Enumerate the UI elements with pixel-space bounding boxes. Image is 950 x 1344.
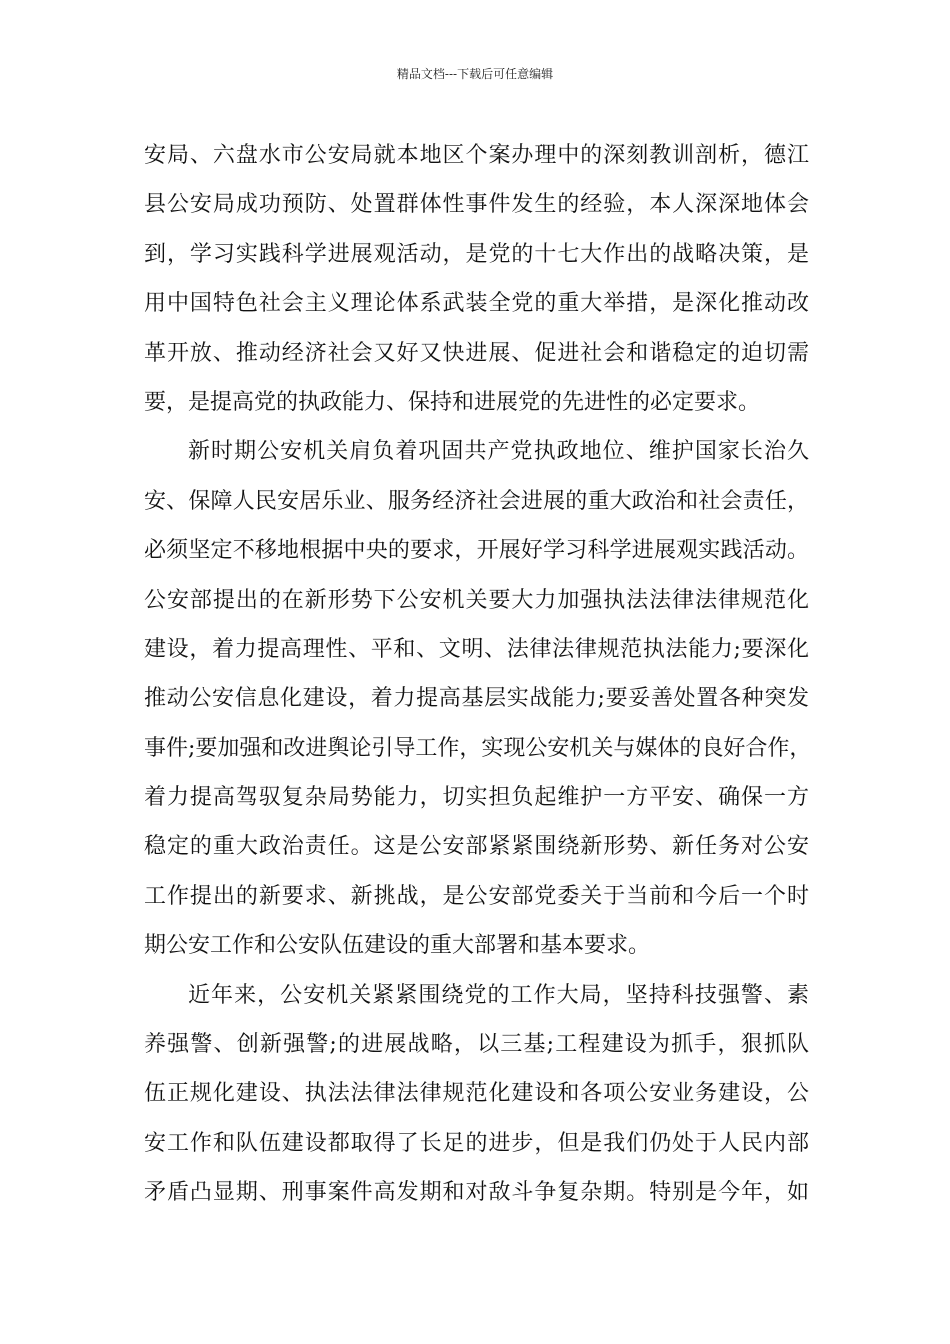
text-line: 新时期公安机关肩负着巩固共产党执政地位、维护国家长治久 [188,439,809,465]
text-line: 要，是提高党的执政能力、保持和进展党的先进性的必定要求。 [144,389,761,415]
text-line: 工作提出的新要求、新挑战，是公安部党委关于当前和今后一个时 [144,883,809,909]
text-line: 革开放、推动经济社会又好又快进展、促进社会和谐稳定的迫切需 [144,340,809,366]
text-line: 到，学习实践科学进展观活动，是党的十七大作出的战略决策，是 [144,241,809,267]
text-line: 建设，着力提高理性、平和、文明、法律法律规范执法能力;要深化 [144,636,809,662]
text-line: 近年来，公安机关紧紧围绕党的工作大局，坚持科技强警、素 [188,982,809,1008]
text-line: 伍正规化建设、执法法律法律规范化建设和各项公安业务建设，公 [144,1081,809,1107]
text-line: 安、保障人民安居乐业、服务经济社会进展的重大政治和社会责任， [144,488,809,514]
page-header: 精品文档---下载后可任意编辑 [396,67,554,81]
text-line: 必须坚定不移地根据中央的要求，开展好学习科学进展观实践活动。 [144,538,809,564]
text-line: 着力提高驾驭复杂局势能力，切实担负起维护一方平安、确保一方 [144,785,809,811]
text-line: 矛盾凸显期、刑事案件高发期和对敌斗争复杂期。特别是今年，如 [144,1180,809,1206]
text-line: 养强警、创新强警;的进展战略，以三基;工程建设为抓手，狠抓队 [144,1032,809,1058]
paragraph-2 [144,427,812,970]
text-line: 安局、六盘水市公安局就本地区个案办理中的深刻教训剖析，德江 [144,143,809,168]
paragraph-1 [144,131,809,427]
paragraph-3 [144,971,809,1218]
text-line: 稳定的重大政治责任。这是公安部紧紧围绕新形势、新任务对公安 [144,834,809,860]
text-line: 安工作和队伍建设都取得了长足的进步，但是我们仍处于人民内部 [144,1130,809,1156]
text-line: 公安部提出的在新形势下公安机关要大力加强执法法律法律规范化 [144,587,809,613]
text-line: 用中国特色社会主义理论体系武装全党的重大举措，是深化推动改 [144,291,809,317]
text-line: 县公安局成功预防、处置群体性事件发生的经验，本人深深地体会 [144,192,809,218]
text-line: 事件;要加强和改进舆论引导工作，实现公安机关与媒体的良好合作， [144,735,812,761]
text-line: 推动公安信息化建设，着力提高基层实战能力;要妥善处置各种突发 [144,686,809,712]
text-line: 期公安工作和公安队伍建设的重大部署和基本要求。 [144,933,651,959]
document-body [144,131,812,1218]
